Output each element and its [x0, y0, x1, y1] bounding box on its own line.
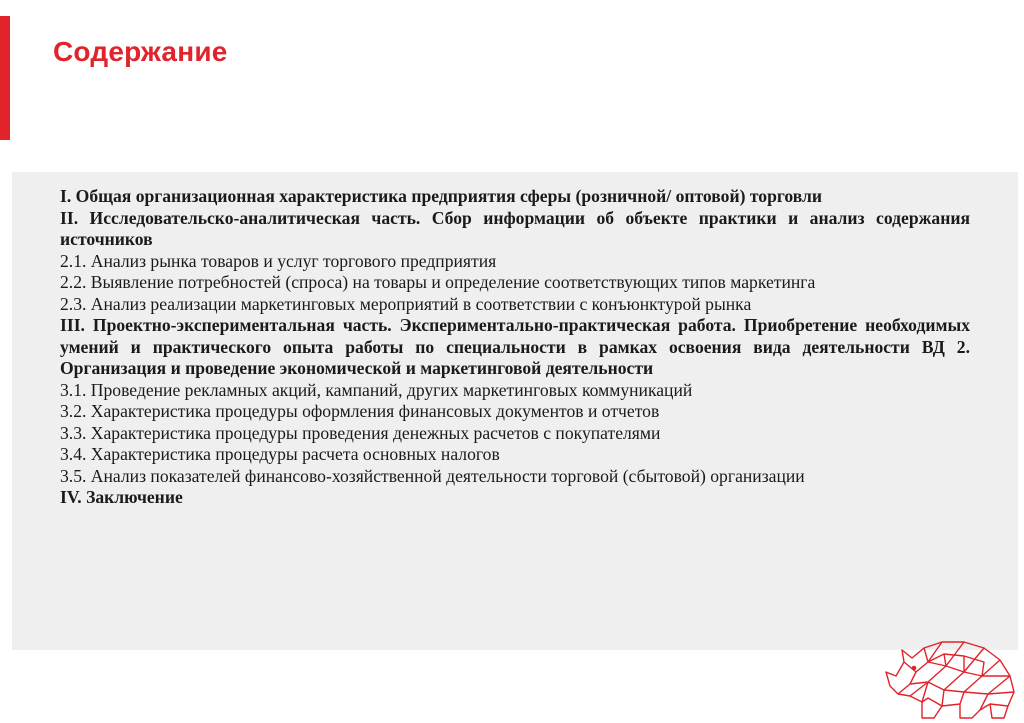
- slide-title: Содержание: [53, 36, 228, 67]
- table-of-contents: [60, 186, 970, 509]
- toc-section-3: III. Проектно-экспериментальная часть. Экспериментально-практическая работа. Приобретение необходимых умений и практического опыта работы по специальности в рамках освоения вида деятельности ВД 2. Организация и проведение экономической и маркетинговой деятельности: [60, 315, 970, 378]
- toc-item-3-2: 3.2. Характеристика процедуры оформления финансовых документов и отчетов: [60, 401, 660, 421]
- toc-section-2: II. Исследовательско-аналитическая часть. Сбор информации об объекте практики и анализ содержания источников: [60, 207, 970, 249]
- toc-item-2-1: 2.1. Анализ рынка товаров и услуг торгового предприятия: [60, 250, 497, 271]
- toc-section-4: IV. Заключение: [60, 487, 183, 507]
- toc-item-3-4: 3.4. Характеристика процедуры расчета основных налогов: [60, 444, 500, 464]
- toc-item-3-5: 3.5. Анализ показателей финансово-хозяйственной деятельности торговой (сбытовой) организации: [60, 465, 805, 486]
- toc-item-3-1: 3.1. Проведение рекламных акций, кампаний, других маркетинговых коммуникаций: [60, 379, 693, 400]
- toc-section-1: I. Общая организационная характеристика предприятия сферы (розничной/ оптовой) торговли: [60, 186, 823, 206]
- toc-item-2-3: 2.3. Анализ реализации маркетинговых мероприятий в соответствии с конъюнктурой рынка: [60, 293, 752, 314]
- toc-item-3-3: 3.3. Характеристика процедуры проведения денежных расчетов с покупателями: [60, 422, 661, 443]
- toc-item-2-2: 2.2. Выявление потребностей (спроса) на товары и определение соответствующих типов маркетинга: [60, 272, 816, 292]
- rhino-icon: [884, 632, 1018, 720]
- accent-bar: [0, 16, 10, 140]
